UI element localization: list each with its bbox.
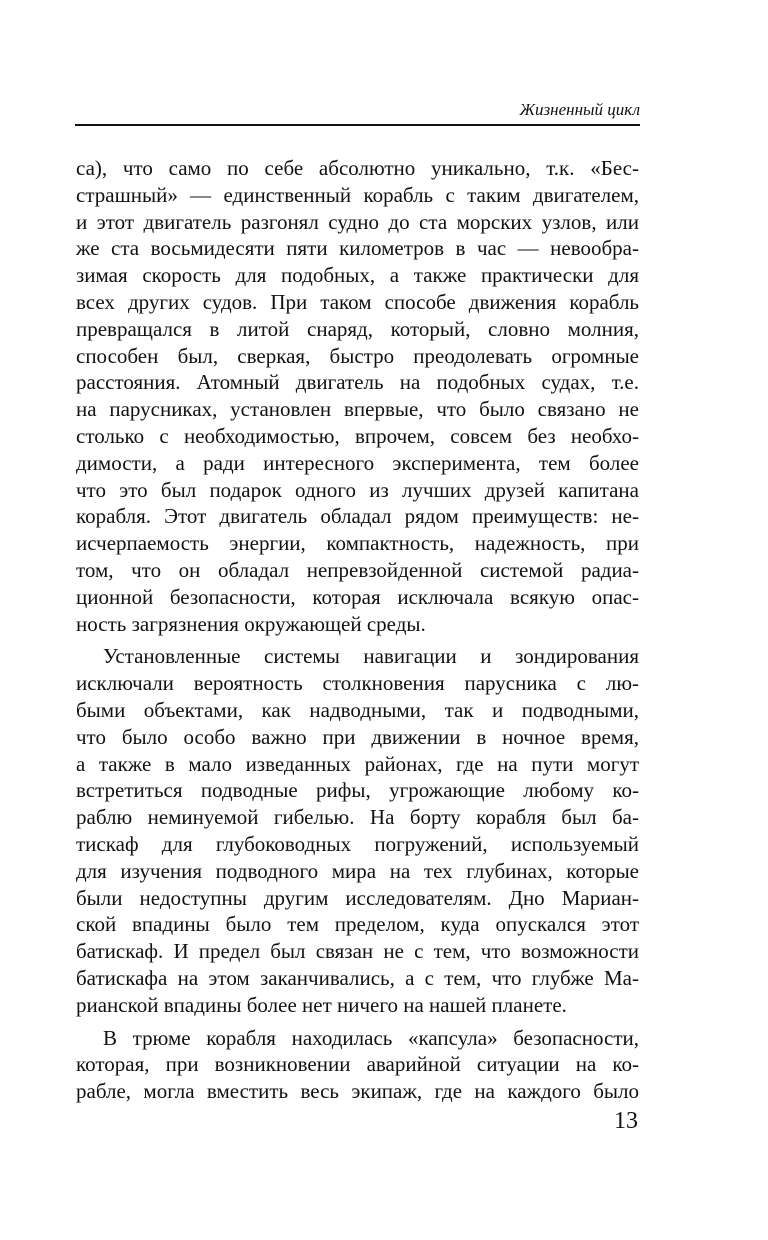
text-line: ционной безопасности, которая исключала всякую опас-: [76, 584, 639, 609]
text-line: которая, при возникновении аварийной ситуации на ко-: [76, 1052, 639, 1077]
text-line: же ста восьмидесяти пяти километров в час — невообра-: [76, 236, 639, 261]
header-rule: [75, 124, 640, 126]
text-line: зимая скорость для подобных, а также практически для: [76, 263, 639, 288]
running-head-title: Жизненный цикл: [519, 100, 640, 119]
text-line: батискаф. И предел был связан не с тем, что возможности: [76, 939, 639, 964]
text-line: тискаф для глубоководных погружений, используемый: [76, 831, 639, 856]
text-line: быми объектами, как надводными, так и подводными,: [76, 697, 639, 722]
text-line: исключали вероятность столкновения парусника с лю-: [76, 671, 639, 696]
page-number: 13: [614, 1108, 638, 1134]
text-line: ность загрязнения окружающей среды.: [76, 611, 426, 636]
text-line: всех других судов. При таком способе движения корабль: [76, 289, 639, 314]
text-line: для изучения подводного мира на тех глубинах, которые: [76, 858, 639, 883]
paragraph-1: [76, 155, 639, 637]
text-line: страшный» — единственный корабль с таким двигателем,: [76, 182, 639, 207]
text-line: встретиться подводные рифы, угрожающие любому ко-: [76, 778, 639, 803]
text-line: ской впадины было тем пределом, куда опускался этот: [76, 912, 639, 937]
text-line: Установленные системы навигации и зондирования: [103, 644, 639, 669]
text-line: и этот двигатель разгонял судно до ста морских узлов, или: [76, 209, 639, 234]
text-line: что было особо важно при движении в ночное время,: [76, 724, 639, 749]
text-line: са), что само по себе абсолютно уникально, т.к. «Бес-: [76, 156, 639, 180]
text-line: превращался в литой снаряд, который, словно молния,: [76, 316, 639, 341]
text-line: рианской впадины более нет ничего на нашей планете.: [76, 992, 567, 1017]
paragraph-3: [76, 1025, 639, 1105]
text-line: расстояния. Атомный двигатель на подобных судах, т.е.: [76, 370, 639, 395]
text-line: на парусниках, установлен впервые, что было связано не: [76, 397, 639, 422]
text-line: были недоступны другим исследователям. Дно Мариан-: [76, 885, 639, 910]
paragraph-2: [76, 643, 639, 1018]
body-text: [76, 155, 639, 1105]
text-line: корабля. Этот двигатель обладал рядом преимуществ: не-: [76, 504, 639, 529]
text-line: а также в мало изведанных районах, где на пути могут: [76, 751, 639, 776]
text-line: В трюме корабля находилась «капсула» безопасности,: [103, 1025, 639, 1050]
text-line: том, что он обладал непревзойденной системой радиа-: [76, 557, 639, 582]
text-line: батискафа на этом заканчивались, а с тем, что глубже Ма-: [76, 965, 639, 990]
text-line: димости, а ради интересного эксперимента, тем более: [76, 450, 639, 475]
text-line: что это был подарок одного из лучших друзей капитана: [76, 477, 639, 502]
text-line: рабле, могла вместить весь экипаж, где на каждого было: [76, 1079, 639, 1104]
text-line: способен был, сверкая, быстро преодолевать огромные: [76, 343, 639, 368]
text-line: столько с необходимостью, впрочем, совсем без необхо-: [76, 423, 639, 448]
text-line: исчерпаемость энергии, компактность, надежность, при: [76, 531, 639, 556]
text-line: раблю неминуемой гибелью. На борту корабля был ба-: [76, 805, 639, 830]
